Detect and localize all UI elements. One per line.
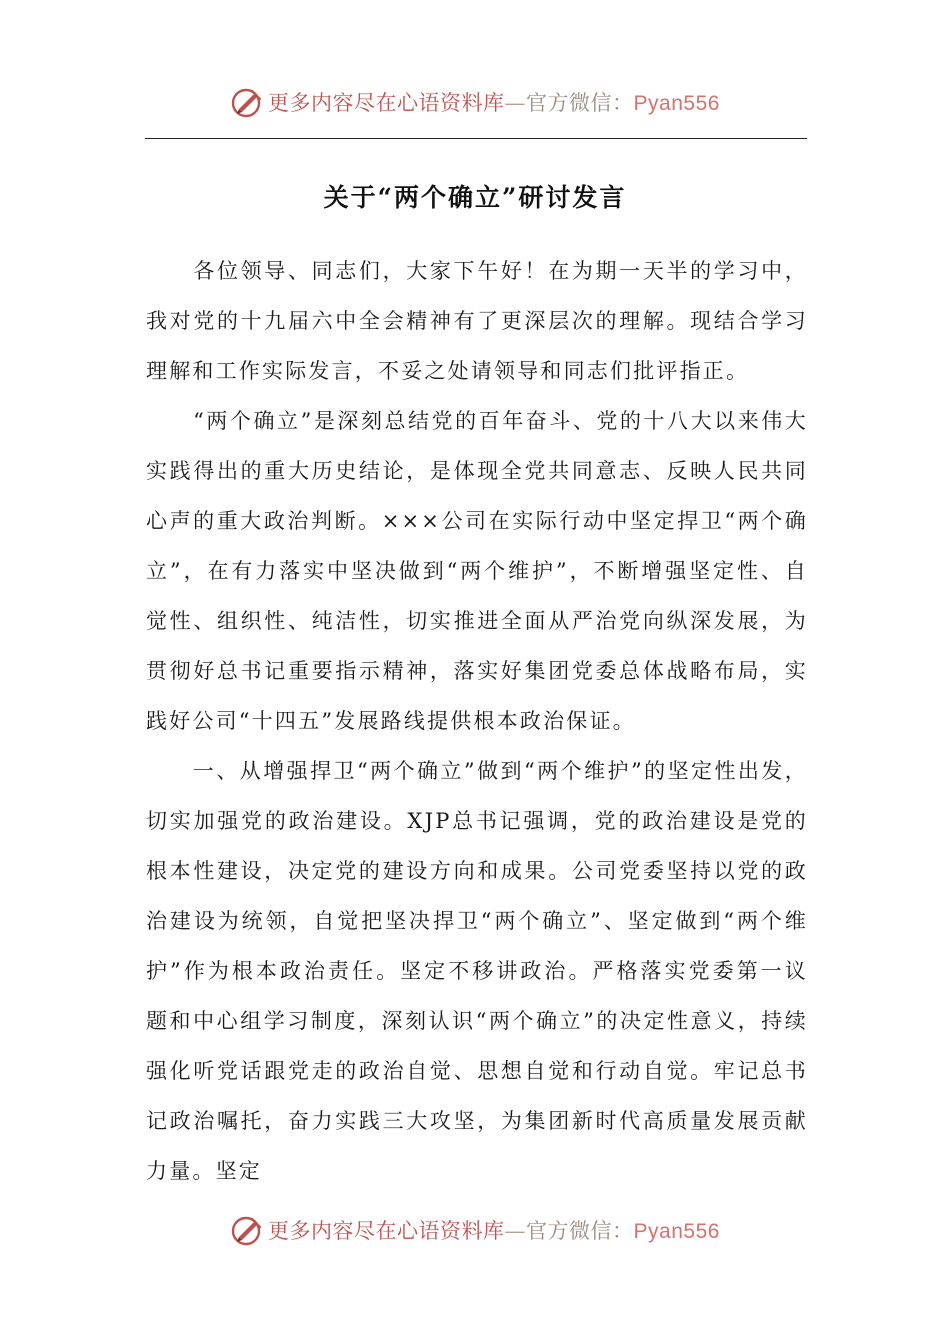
banner-wechat-id: Pyan556 xyxy=(633,92,720,115)
paragraph-1: 各位领导、同志们，大家下午好！在为期一天半的学习中，我对党的十九届六中全会精神有了更深层次的理解。现结合学习理解和工作实际发言，不妥之处请领导和同志们批评指正。 xyxy=(146,259,808,383)
pen-seal-logo-icon xyxy=(230,1213,264,1247)
document-title: 关于“两个确立”研讨发言 xyxy=(323,183,627,212)
banner-main-text: 更多内容尽在心语资料库 xyxy=(268,91,505,115)
banner-main-text: 更多内容尽在心语资料库 xyxy=(268,1219,505,1243)
banner-wechat-id: Pyan556 xyxy=(633,1220,720,1243)
banner-dash: — xyxy=(504,1219,527,1243)
header-rule xyxy=(145,138,807,139)
banner-label: 官方微信： xyxy=(526,91,634,115)
pen-seal-logo-icon xyxy=(230,85,264,119)
banner-dash: — xyxy=(504,91,527,115)
paragraph-3: 一、从增强捍卫“两个确立”做到“两个维护”的坚定性出发，切实加强党的政治建设。XJP总书记强调，党的政治建设是党的根本性建设，决定党的建设方向和成果。公司党委坚持以党的政治建设为统领，自觉把坚决捍卫“两个确立”、坚定做到“两个维护”作为根本政治责任。坚定不移讲政治。严格落实党委第一议题和中心组学习制度，深刻认识“两个确立”的决定性意义，持续强化听党话跟党走的政治自觉、思想自觉和行动自觉。牢记总书记政治嘱托，奋力实践三大攻坚，为集团新时代高质量发展贡献力量。坚定 xyxy=(146,759,808,1183)
banner-label: 官方微信： xyxy=(526,1219,634,1243)
footer-watermark xyxy=(0,1210,950,1250)
document-body xyxy=(146,246,808,1196)
header-watermark xyxy=(0,82,950,122)
paragraph-2: “两个确立”是深刻总结党的百年奋斗、党的十八大以来伟大实践得出的重大历史结论，是体现全党共同意志、反映人民共同心声的重大政治判断。×××公司在实际行动中坚定捍卫“两个确立”，在有力落实中坚决做到“两个维护”，不断增强坚定性、自觉性、组织性、纯洁性，切实推进全面从严治党向纵深发展，为贯彻好总书记重要指示精神，落实好集团党委总体战略布局，实践好公司“十四五”发展路线提供根本政治保证。 xyxy=(146,409,808,733)
